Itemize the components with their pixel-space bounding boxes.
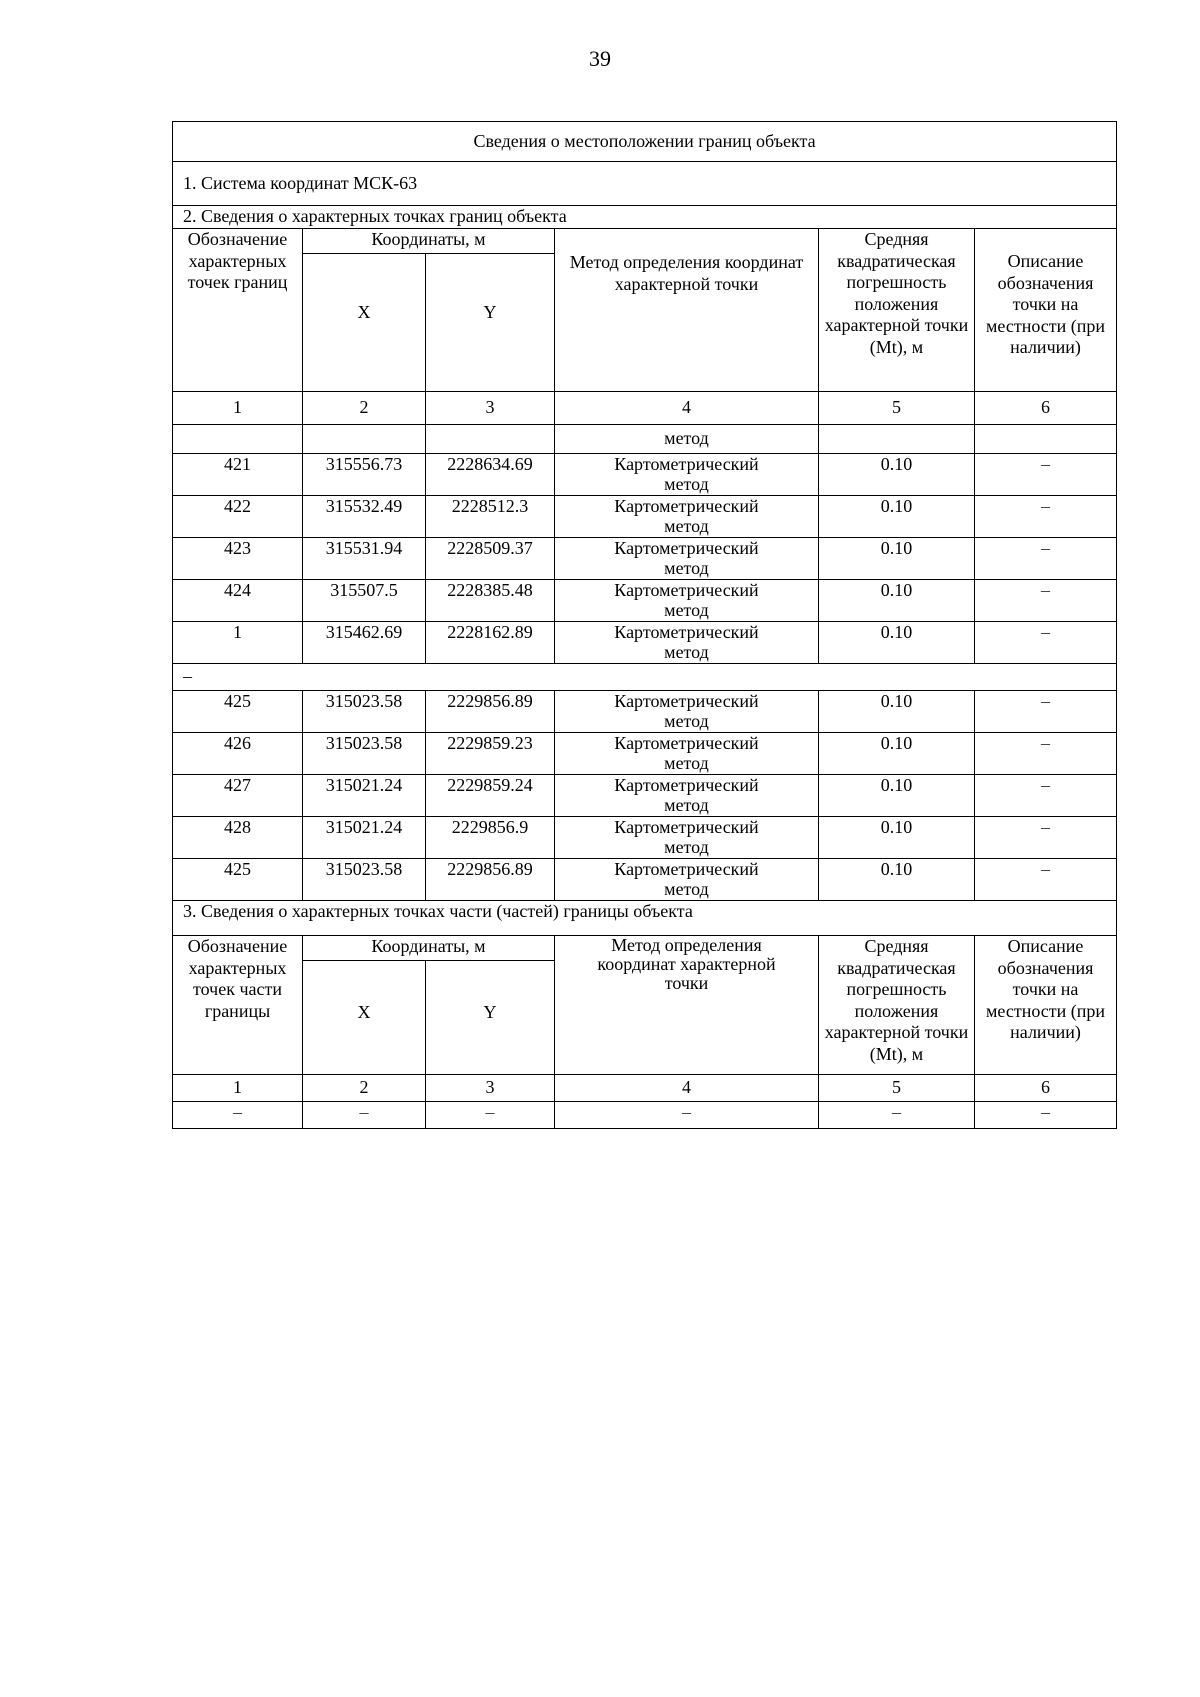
coord-y: 2229856.9 — [426, 817, 555, 859]
col-number: 3 — [426, 392, 555, 425]
method: Картометрический метод — [555, 622, 819, 664]
coord-y: 2229856.89 — [426, 691, 555, 733]
coord-x: 315556.73 — [303, 454, 426, 496]
table-row — [173, 691, 1117, 733]
coord-x: 315023.58 — [303, 733, 426, 775]
empty-cell: – — [555, 1102, 819, 1129]
header-x: X — [303, 254, 426, 392]
coord-y: 2228509.37 — [426, 538, 555, 580]
empty-cell: – — [303, 1102, 426, 1129]
method: Картометрический метод — [555, 817, 819, 859]
separator-row — [173, 664, 1117, 691]
continuation-method: метод — [555, 425, 819, 454]
method: Картометрический метод — [555, 733, 819, 775]
point-number: 1 — [173, 622, 303, 664]
header-point-designation: Обозначение характерных точек границ — [173, 229, 303, 392]
point-description: – — [975, 538, 1117, 580]
mt-error: 0.10 — [819, 859, 975, 901]
continuation-row — [173, 425, 1117, 454]
method: Картометрический метод — [555, 538, 819, 580]
coord-x: 315021.24 — [303, 775, 426, 817]
mt-error: 0.10 — [819, 733, 975, 775]
header-description: Описание обозначения точки на местности (при наличии) — [975, 229, 1117, 392]
coord-y: 2229859.23 — [426, 733, 555, 775]
header-y: Y — [426, 254, 555, 392]
table-row — [173, 775, 1117, 817]
col-number: 6 — [975, 1075, 1117, 1102]
table-row — [173, 733, 1117, 775]
header2-x: X — [303, 961, 426, 1075]
column-numbers-row-2 — [173, 1075, 1117, 1102]
coord-y: 2228162.89 — [426, 622, 555, 664]
header-coordinates: Координаты, м — [303, 229, 555, 254]
empty-cell: – — [975, 1102, 1117, 1129]
col-number: 5 — [819, 1075, 975, 1102]
table-row — [173, 496, 1117, 538]
table-row — [173, 817, 1117, 859]
coordinate-system: 1. Система координат МСК-63 — [173, 162, 1117, 206]
header2-description: Описание обозначения точки на местности (при наличии) — [975, 936, 1117, 1075]
col-number: 6 — [975, 392, 1117, 425]
coord-x: 315532.49 — [303, 496, 426, 538]
point-description: – — [975, 775, 1117, 817]
mt-error: 0.10 — [819, 454, 975, 496]
header2-point-designation: Обозначение характерных точек части границы — [173, 936, 303, 1075]
section-3-title: 3. Сведения о характерных точках части (частей) границы объекта — [173, 901, 1117, 936]
point-description: – — [975, 454, 1117, 496]
col-number: 4 — [555, 1075, 819, 1102]
col-number: 1 — [173, 1075, 303, 1102]
mt-error: 0.10 — [819, 538, 975, 580]
coord-y: 2229859.24 — [426, 775, 555, 817]
empty-cell: – — [426, 1102, 555, 1129]
header2-error: Средняя квадратическая погрешность положения характерной точки (Mt), м — [819, 936, 975, 1075]
col-number: 1 — [173, 392, 303, 425]
point-description: – — [975, 580, 1117, 622]
coord-y: 2228512.3 — [426, 496, 555, 538]
header2-coordinates: Координаты, м — [303, 936, 555, 961]
point-description: – — [975, 733, 1117, 775]
table-title: Сведения о местоположении границ объекта — [173, 122, 1117, 162]
mt-error: 0.10 — [819, 580, 975, 622]
header-method: Метод определения координат характерной точки — [555, 229, 819, 392]
mt-error: 0.10 — [819, 817, 975, 859]
mt-error: 0.10 — [819, 496, 975, 538]
coord-x: 315462.69 — [303, 622, 426, 664]
boundary-table — [172, 121, 1117, 1129]
mt-error: 0.10 — [819, 622, 975, 664]
separator: – — [173, 664, 1117, 691]
method: Картометрический метод — [555, 859, 819, 901]
empty-data-row — [173, 1102, 1117, 1129]
point-number: 421 — [173, 454, 303, 496]
point-description: – — [975, 817, 1117, 859]
method: Картометрический метод — [555, 691, 819, 733]
empty-cell: – — [819, 1102, 975, 1129]
mt-error: 0.10 — [819, 691, 975, 733]
point-number: 427 — [173, 775, 303, 817]
column-numbers-row — [173, 392, 1117, 425]
section-2-title: 2. Сведения о характерных точках границ объекта — [173, 206, 1117, 229]
coord-y: 2228634.69 — [426, 454, 555, 496]
table-row — [173, 580, 1117, 622]
method: Картометрический метод — [555, 496, 819, 538]
col-number: 5 — [819, 392, 975, 425]
point-number: 422 — [173, 496, 303, 538]
table-row — [173, 859, 1117, 901]
col-number: 4 — [555, 392, 819, 425]
point-number: 428 — [173, 817, 303, 859]
table-row — [173, 622, 1117, 664]
coord-x: 315507.5 — [303, 580, 426, 622]
col-number: 2 — [303, 1075, 426, 1102]
coord-x: 315021.24 — [303, 817, 426, 859]
point-description: – — [975, 496, 1117, 538]
coord-y: 2229856.89 — [426, 859, 555, 901]
coord-x: 315023.58 — [303, 691, 426, 733]
coord-x: 315531.94 — [303, 538, 426, 580]
point-number: 425 — [173, 691, 303, 733]
point-description: – — [975, 691, 1117, 733]
col-number: 2 — [303, 392, 426, 425]
method: Картометрический метод — [555, 454, 819, 496]
point-description: – — [975, 622, 1117, 664]
table-row — [173, 538, 1117, 580]
method: Картометрический метод — [555, 580, 819, 622]
col-number: 3 — [426, 1075, 555, 1102]
mt-error: 0.10 — [819, 775, 975, 817]
point-description: – — [975, 859, 1117, 901]
header2-y: Y — [426, 961, 555, 1075]
point-number: 425 — [173, 859, 303, 901]
point-number: 426 — [173, 733, 303, 775]
point-number: 423 — [173, 538, 303, 580]
method: Картометрический метод — [555, 775, 819, 817]
page-number: 39 — [589, 46, 611, 71]
table-row — [173, 454, 1117, 496]
point-number: 424 — [173, 580, 303, 622]
empty-cell: – — [173, 1102, 303, 1129]
header2-method: Метод определения координат характерной точки — [555, 936, 819, 1075]
coord-x: 315023.58 — [303, 859, 426, 901]
header-error: Средняя квадратическая погрешность положения характерной точки (Mt), м — [819, 229, 975, 392]
coord-y: 2228385.48 — [426, 580, 555, 622]
